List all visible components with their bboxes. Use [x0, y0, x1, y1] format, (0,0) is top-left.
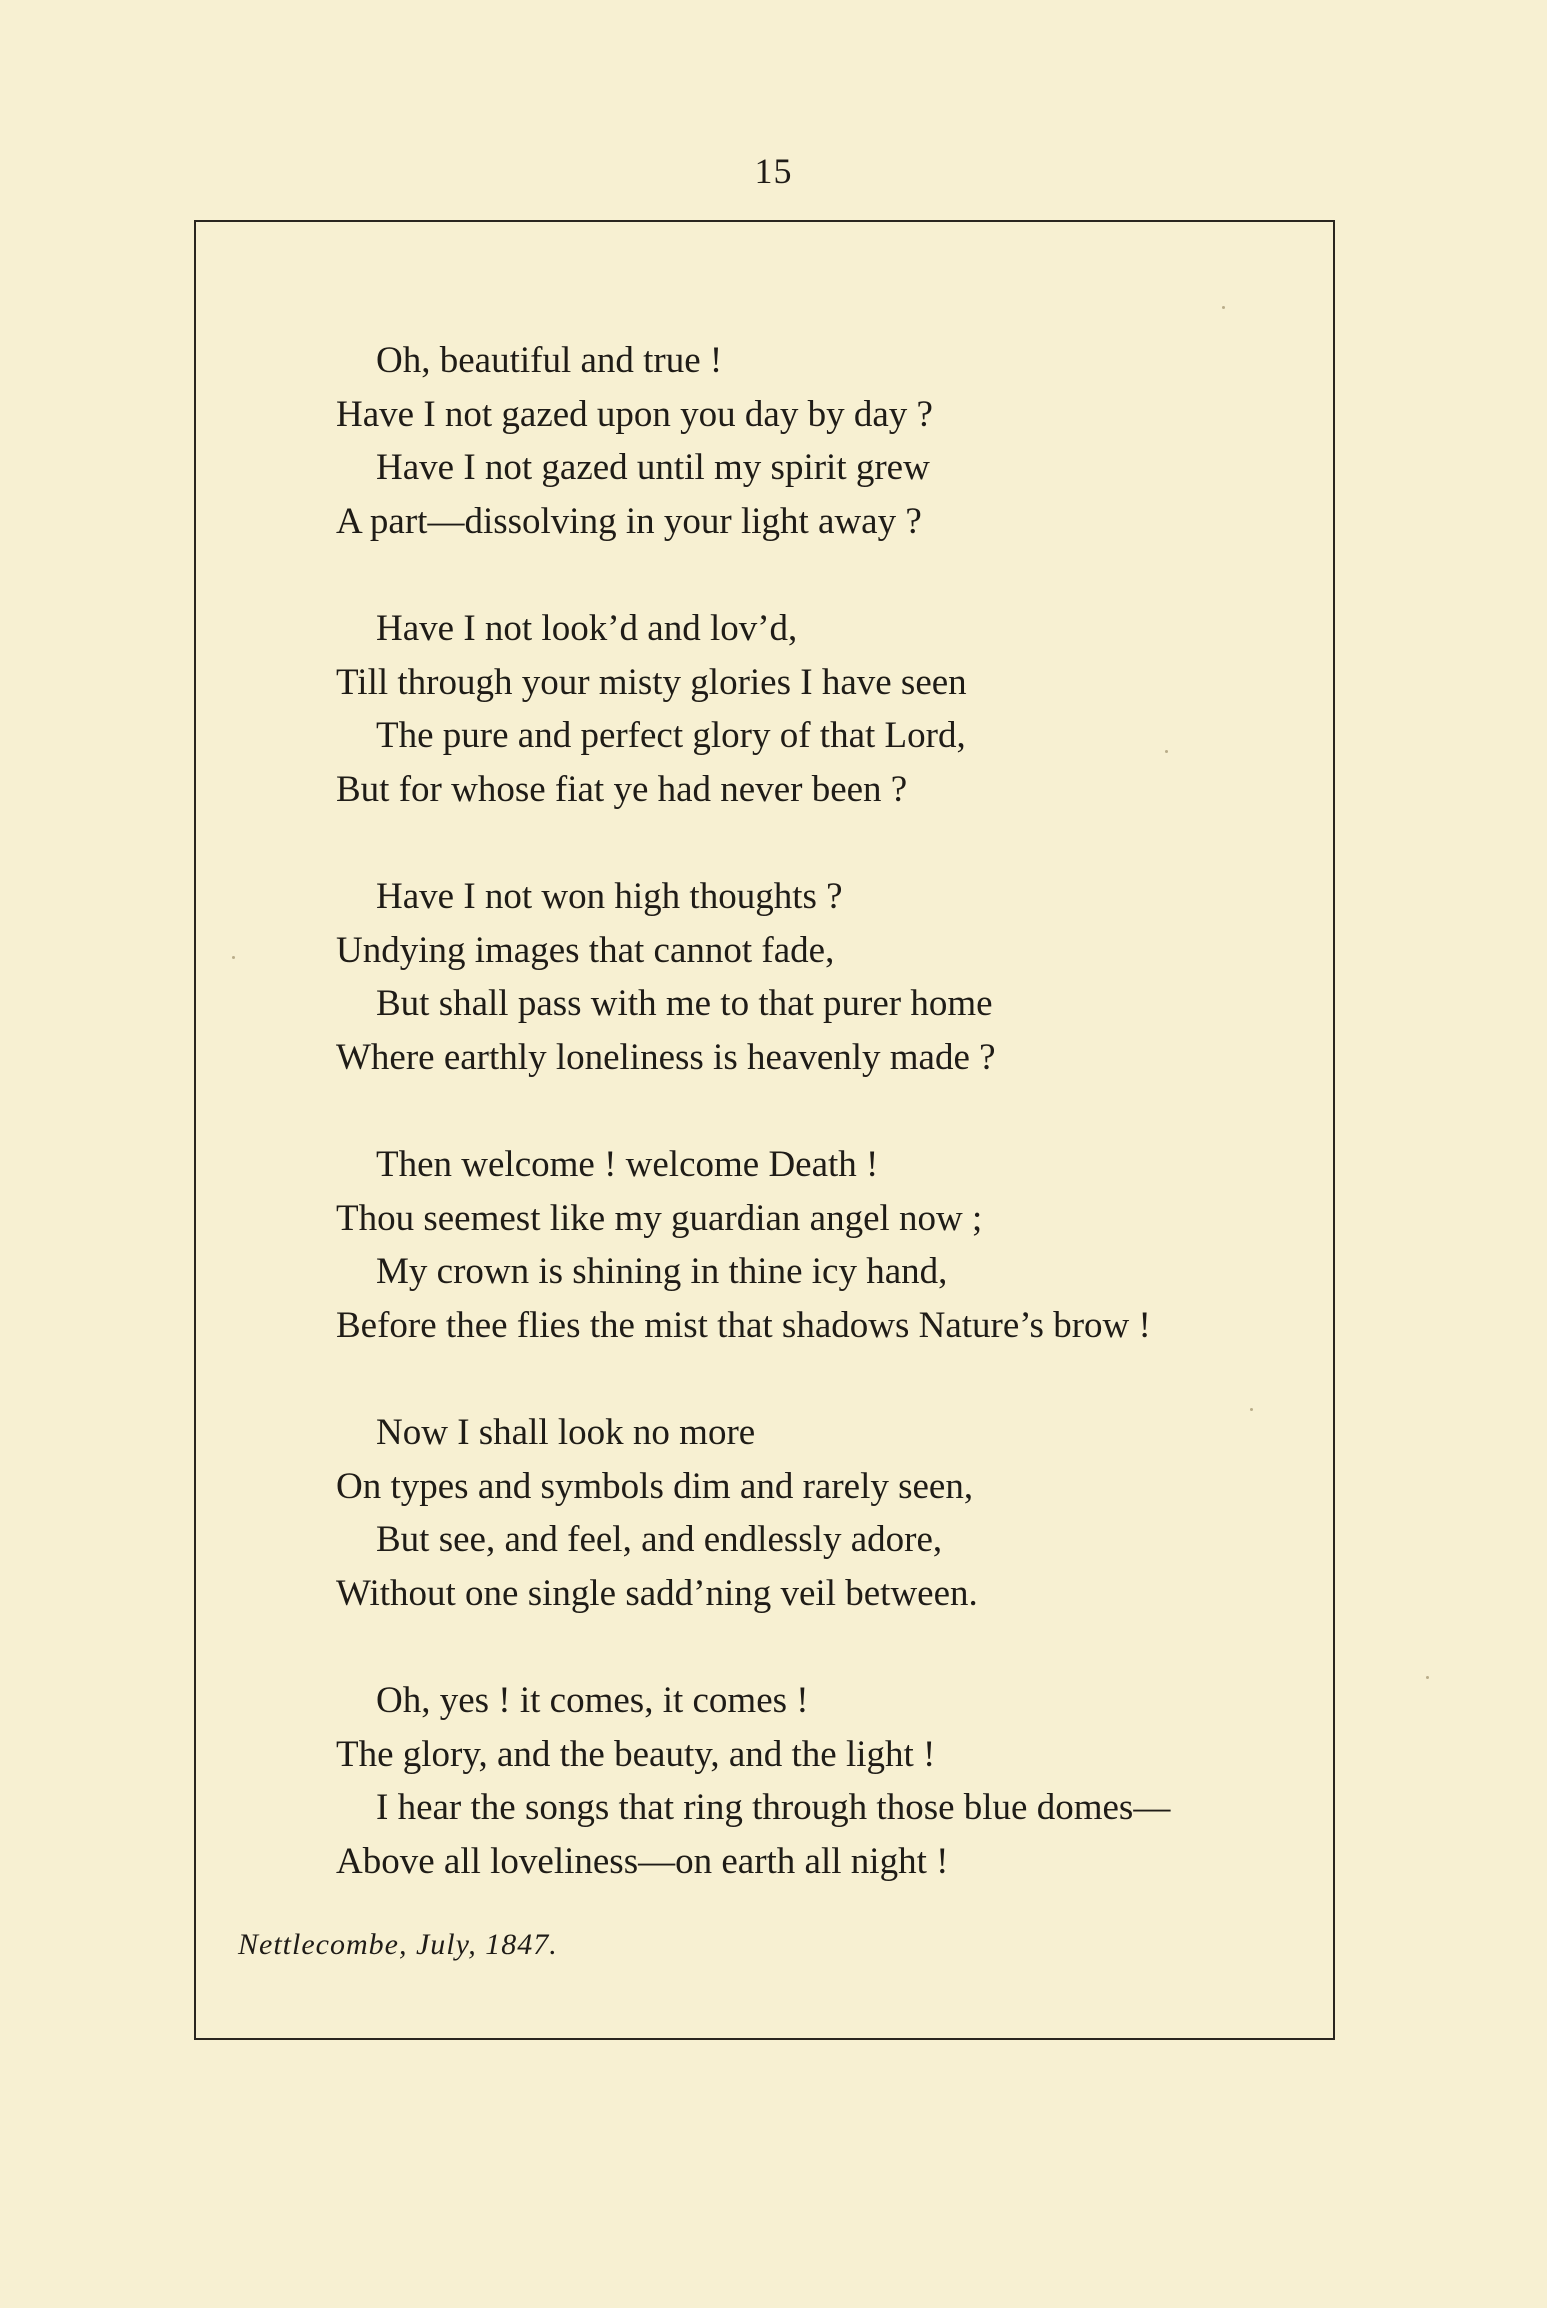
poem-line: But for whose fiat ye had never been ?	[336, 768, 908, 810]
stanza-5	[336, 1406, 1316, 1620]
poem-line: Undying images that cannot fade,	[336, 929, 835, 971]
poem-line: The glory, and the beauty, and the light !	[336, 1733, 936, 1775]
poem-line: Now I shall look no more	[376, 1412, 756, 1453]
paper-speck	[232, 956, 235, 959]
poem-line: A part—dissolving in your light away ?	[336, 500, 922, 542]
poem-line: Before thee flies the mist that shadows Nature’s brow !	[336, 1304, 1151, 1346]
top-rule	[194, 220, 1335, 222]
signature-dateline: Nettlecombe, July, 1847.	[238, 1928, 558, 1961]
paper-speck	[1426, 1676, 1429, 1679]
poem-line: Have I not won high thoughts ?	[376, 876, 843, 917]
poem-line: But see, and feel, and endlessly adore,	[376, 1519, 943, 1560]
poem-line: Oh, yes ! it comes, it comes !	[376, 1680, 809, 1721]
poem-line: Where earthly loneliness is heavenly made ?	[336, 1036, 996, 1078]
poem-line: The pure and perfect glory of that Lord,	[376, 715, 966, 756]
stanza-2	[336, 602, 1316, 816]
paper-speck	[1250, 1408, 1253, 1411]
poem-line: My crown is shining in thine icy hand,	[376, 1251, 948, 1292]
page-number: 15	[754, 151, 793, 191]
poem-body	[336, 334, 1316, 1942]
poem-line: I hear the songs that ring through those blue domes—	[376, 1787, 1171, 1828]
poem-line: Have I not look’d and lov’d,	[376, 608, 798, 649]
stanza-1	[336, 334, 1316, 548]
poem-line: But shall pass with me to that purer home	[376, 983, 993, 1024]
bottom-rule	[194, 2038, 1335, 2040]
poem-line: Above all loveliness—on earth all night !	[336, 1840, 949, 1882]
stanza-3	[336, 870, 1316, 1084]
poem-line: Oh, beautiful and true !	[376, 340, 723, 381]
poem-line: Have I not gazed upon you day by day ?	[336, 393, 933, 435]
poem-line: Without one single sadd’ning veil between.	[336, 1572, 978, 1614]
paper-speck	[1165, 750, 1168, 753]
poem-line: Then welcome ! welcome Death !	[376, 1144, 879, 1185]
paper-speck	[1222, 306, 1225, 309]
poem-line: On types and symbols dim and rarely seen,	[336, 1465, 974, 1507]
stanza-6	[336, 1674, 1316, 1888]
poem-line: Till through your misty glories I have seen	[336, 661, 967, 703]
poem-frame	[194, 220, 1335, 2040]
poem-line: Have I not gazed until my spirit grew	[376, 447, 930, 488]
stanza-4	[336, 1138, 1316, 1352]
poem-line: Thou seemest like my guardian angel now ;	[336, 1197, 983, 1239]
